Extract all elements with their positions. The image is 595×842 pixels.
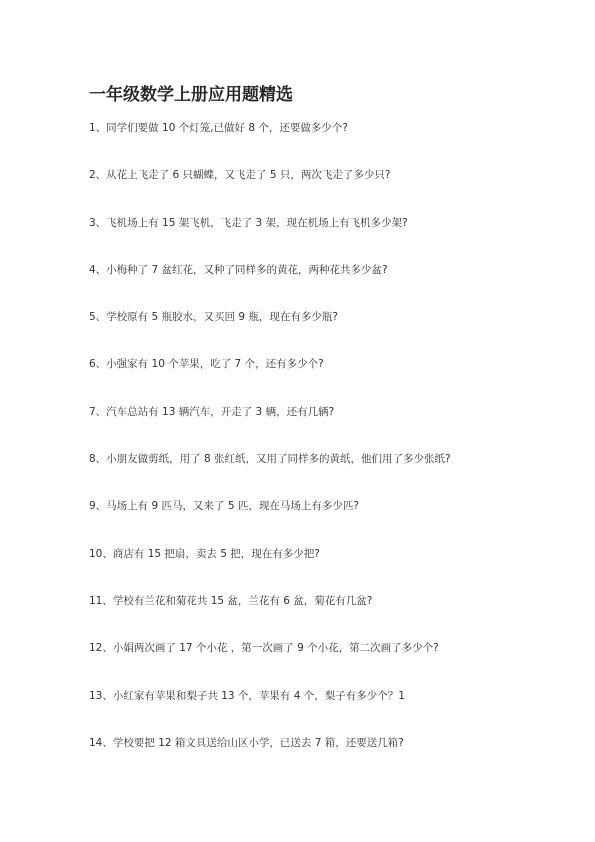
question-item: 12、小娟两次画了 17 个小花 ，第一次画了 9 个小花，第二次画了多少个? bbox=[89, 642, 439, 655]
question-item: 5、学校原有 5 瓶胶水，又买回 9 瓶，现在有多少瓶? bbox=[89, 311, 338, 324]
question-item: 6、小强家有 10 个苹果，吃了 7 个，还有多少个? bbox=[89, 358, 324, 371]
question-item: 1、同学们要做 10 个灯笼,已做好 8 个，还要做多少个? bbox=[89, 122, 348, 134]
question-item: 10、商店有 15 把扇，卖去 5 把，现在有多少把? bbox=[89, 547, 320, 560]
question-item: 14、学校要把 12 箱文具送给山区小学，已送去 7 箱，还要送几箱? bbox=[89, 736, 404, 749]
question-item: 2、从花上飞走了 6 只蝴蝶，又飞走了 5 只，两次飞走了多少只? bbox=[89, 169, 391, 182]
question-item: 3、飞机场上有 15 架飞机，飞走了 3 架，现在机场上有飞机多少架? bbox=[89, 216, 408, 229]
question-item: 7、汽车总站有 13 辆汽车，开走了 3 辆，还有几辆? bbox=[89, 405, 335, 418]
question-item: 13、小红家有苹果和梨子共 13 个，苹果有 4 个，梨子有多少个？1 bbox=[89, 689, 405, 702]
question-item: 8、小朋友做剪纸，用了 8 张红纸，又用了同样多的黄纸，他们用了多少张纸? bbox=[89, 453, 451, 466]
question-item: 9、马场上有 9 匹马，又来了 5 匹，现在马场上有多少匹? bbox=[89, 500, 359, 513]
question-item: 11、学校有兰花和菊花共 15 盆，兰花有 6 盆，菊花有几盆? bbox=[89, 594, 373, 607]
document-title: 一年级数学上册应用题精选 bbox=[89, 85, 293, 105]
question-list bbox=[89, 121, 559, 783]
question-item: 4、小梅种了 7 盆红花，又种了同样多的黄花，两种花共多少盆? bbox=[89, 263, 388, 276]
